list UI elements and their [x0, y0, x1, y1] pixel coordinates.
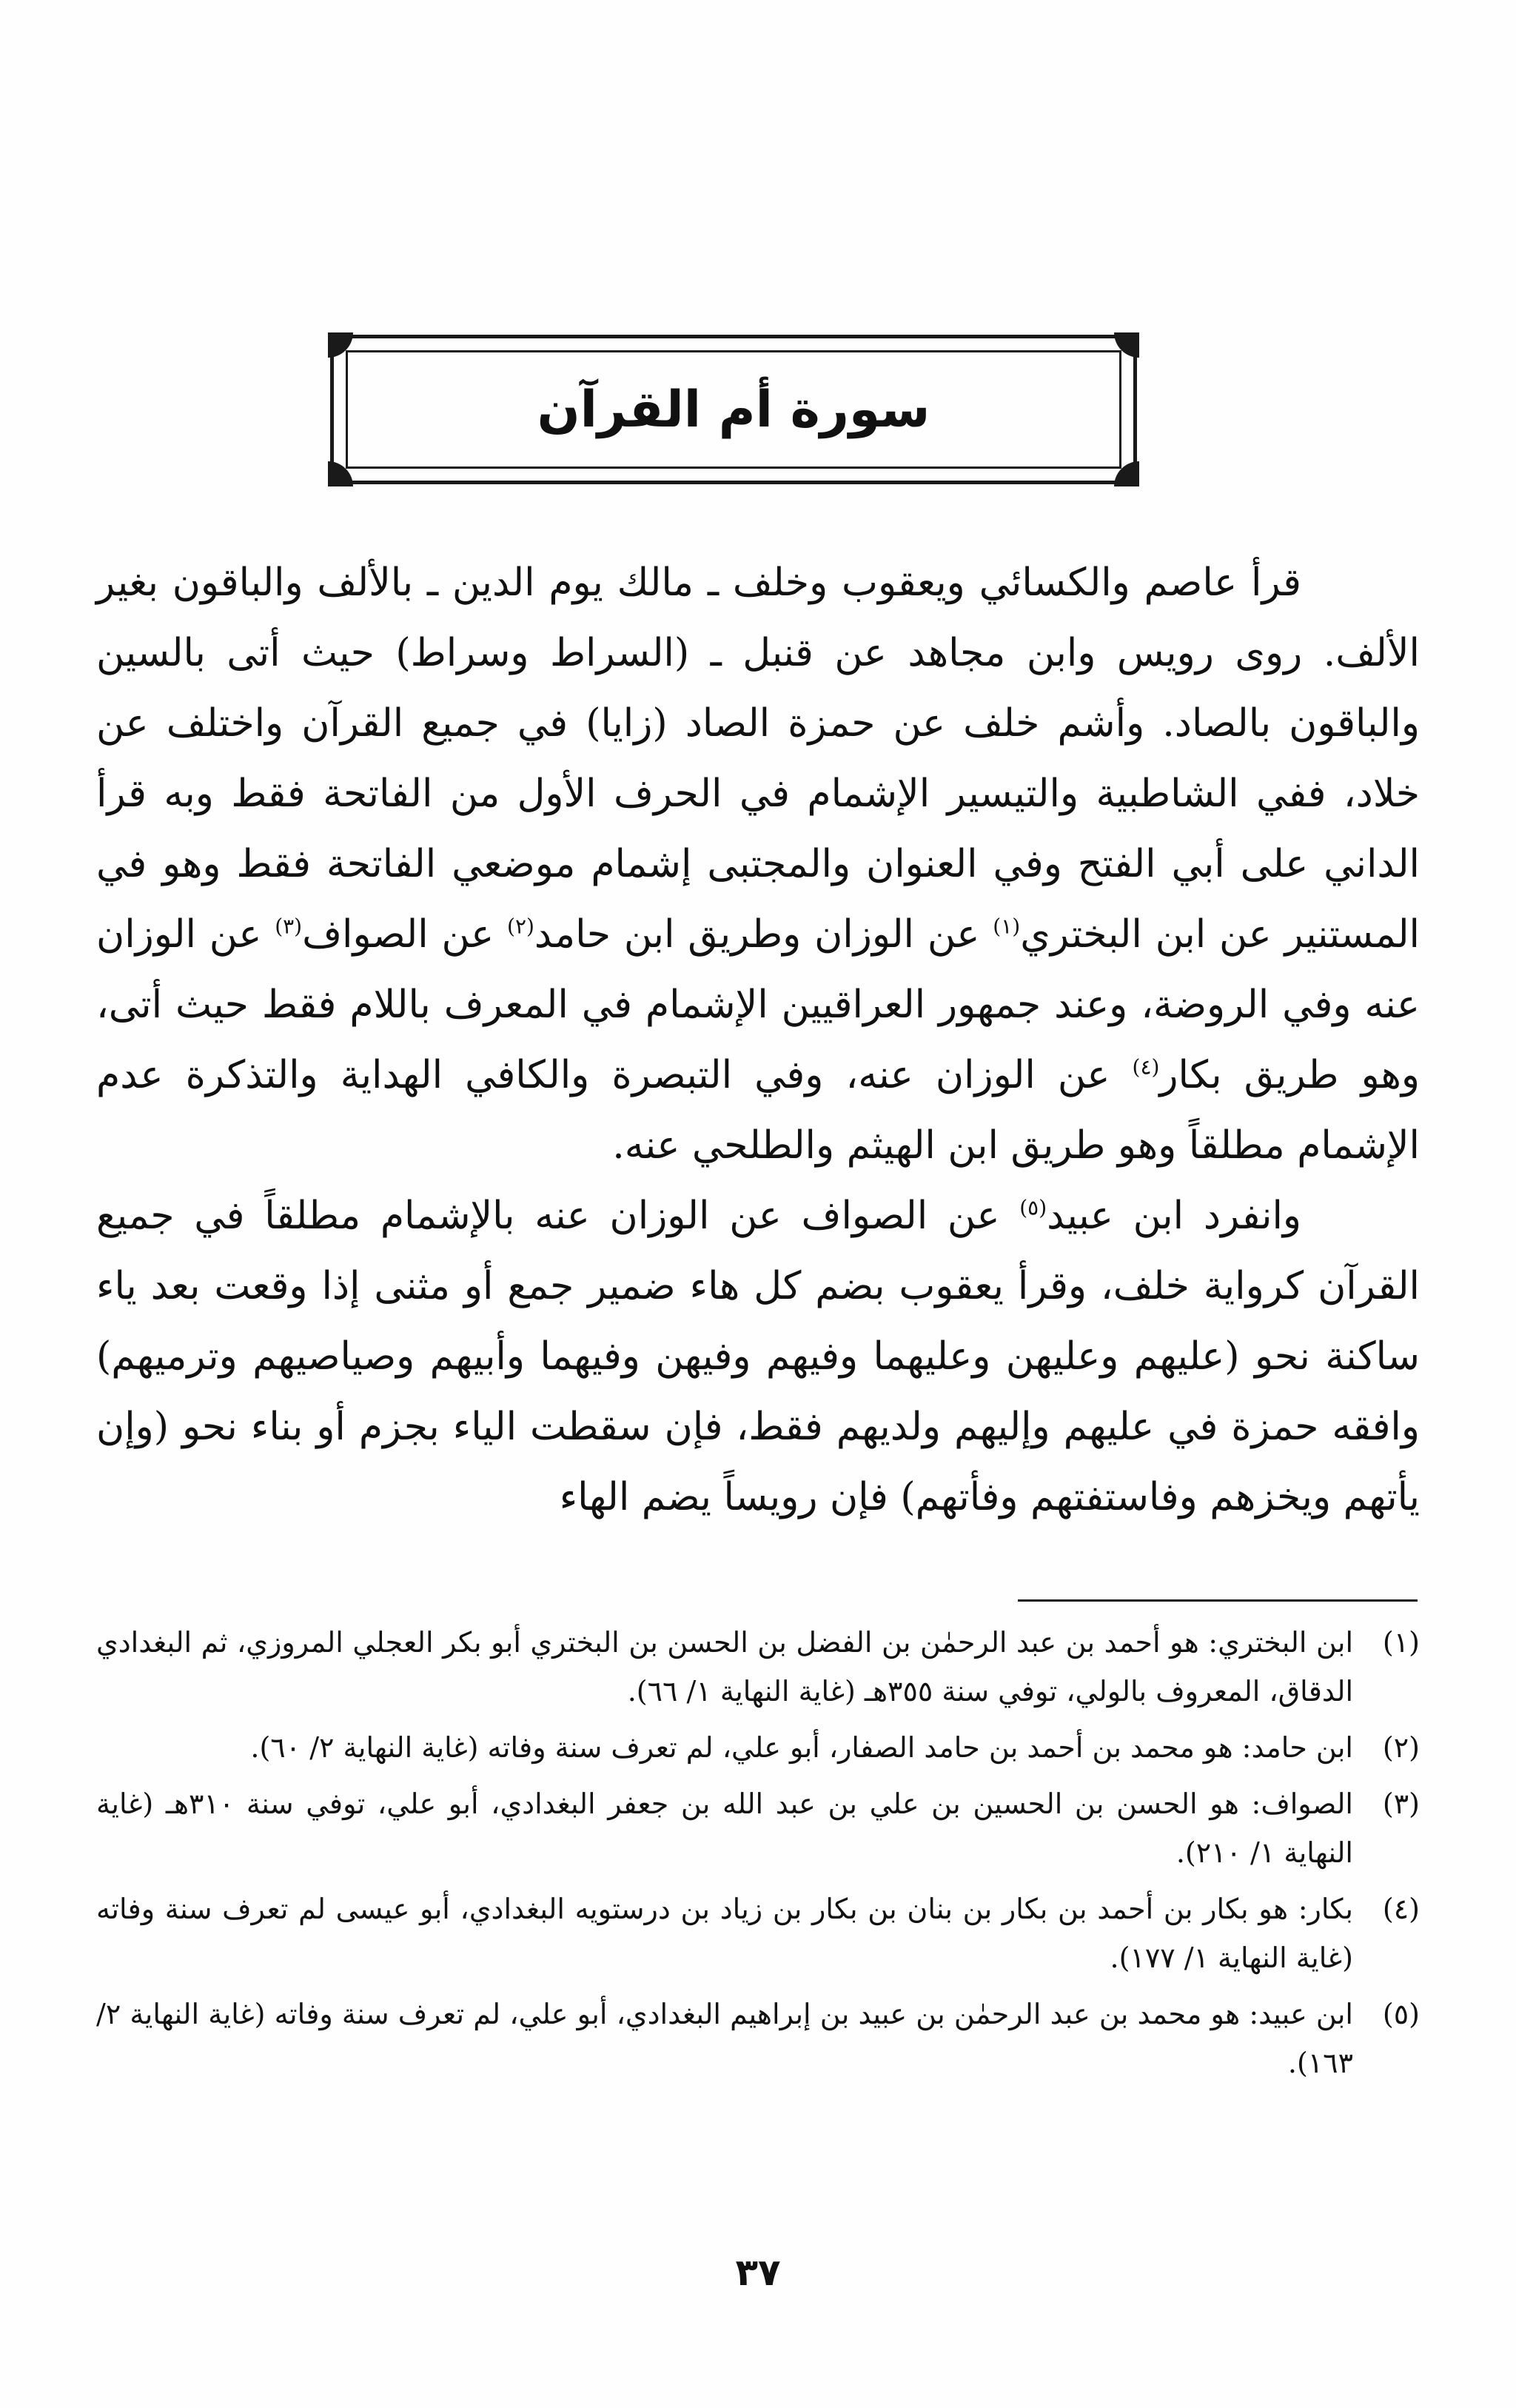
- footnote-ref: (٢): [507, 914, 534, 939]
- footnote: [96, 1884, 1420, 1982]
- paragraph-text: قرأ عاصم والكسائي ويعقوب وخلف ـ مالك يوم الدين ـ بالألف والباقون بغير الألف. روى رويس وابن مجاهد عن قنبل ـ (السراط وسراط) حيث أتى بالسين والباقون بالصاد. وأشم خلف عن حمزة الصاد (زايا) في جميع القرآن واختلف عن خلاد، ففي الشاطبية والتيسير الإشمام في الحرف الأول من الفاتحة فقط وبه قرأ الداني على أبي الفتح وفي العنوان والمجتبى إشمام موضعي الفاتحة فقط وهو في المستنير عن ابن البختري: [96, 561, 1420, 957]
- footnote-ref: (٥): [1019, 1195, 1047, 1220]
- footnote: [96, 1618, 1420, 1716]
- paragraph-text: عن الوزان عنه وفي الروضة، وعند جمهور العراقيين الإشمام في المعرف باللام فقط حيث أتى، وهو طريق بكار: [96, 912, 1421, 1097]
- paragraph-text: عن الصواف: [302, 912, 507, 957]
- footnote: [96, 1723, 1420, 1772]
- title-frame: [330, 335, 1137, 484]
- footnote-text: ابن عبيد: هو محمد بن عبد الرحمٰن بن عبيد بن إبراهيم البغدادي، أبو علي، لم تعرف سنة وفاته (غاية النهاية ٢/ ١٦٣).: [96, 1998, 1353, 2079]
- footnote: [96, 1779, 1420, 1877]
- footnotes: [96, 1618, 1420, 2095]
- footnote-text: ابن حامد: هو محمد بن أحمد بن حامد الصفار، أبو علي، لم تعرف سنة وفاته (غاية النهاية ٢/ ٦٠).: [250, 1731, 1353, 1764]
- paragraph-text: عن الوزان عنه، وفي التبصرة والكافي الهداية والتذكرة عدم الإشمام مطلقاً وهو طريق ابن الهيثم والطلحي عنه.: [96, 1053, 1420, 1168]
- footnote-text: الصواف: هو الحسن بن الحسين بن علي بن عبد الله بن جعفر البغدادي، أبو علي، توفي سنة ٣١٠هـ (غاية النهاية ١/ ٢١٠).: [96, 1787, 1353, 1869]
- footnote-ref: (٣): [275, 914, 303, 939]
- paragraph-text: عن الصواف عن الوزان عنه بالإشمام مطلقاً في جميع القرآن كرواية خلف، وقرأ يعقوب بضم كل هاء ضمير جمع أو مثنى إذا وقعت بعد ياء ساكنة نحو (عليهم وعليهن وعليهما وفيهم وفيهن وفيهما وأبيهم وصياصيهم وترميهم) وافقه حمزة في عليهم وإليهم ولديهم فقط، فإن سقطت الياء بجزم أو بناء نحو (وإن يأتهم ويخزهم وفاستفتهم وفأتهم) فإن رويساً يضم الهاء: [96, 1194, 1420, 1519]
- footnote-ref: (١): [993, 914, 1021, 939]
- footnote-text: بكار: هو بكار بن أحمد بن بكار بن بنان بن بكار بن زياد بن درستويه البغدادي، أبو عيسى لم تعرف سنة وفاته (غاية النهاية ١/ ١٧٧).: [96, 1893, 1353, 1974]
- footnote-number: (٣): [1382, 1787, 1420, 1820]
- footnote-text: ابن البختري: هو أحمد بن عبد الرحمٰن بن الفضل بن الحسن بن البختري أبو بكر العجلي المروزي، ثم البغدادي الدقاق، المعروف بالولي، توفي سنة ٣٥٥هـ (غاية النهاية ١/ ٦٦).: [96, 1626, 1353, 1708]
- paragraph-text: عن الوزان وطريق ابن حامد: [534, 912, 993, 957]
- surah-title: سورة أم القرآن: [537, 380, 930, 439]
- footnote-number: (٢): [1382, 1731, 1420, 1764]
- footnote: [96, 1990, 1420, 2087]
- footnote-number: (٤): [1382, 1893, 1420, 1925]
- footnote-separator: [1018, 1599, 1418, 1602]
- footnote-number: (١): [1382, 1626, 1420, 1659]
- page-number: ٣٧: [735, 2251, 781, 2294]
- paragraph-1: [96, 548, 1420, 1181]
- footnote-number: (٥): [1382, 1998, 1420, 2030]
- paragraph-2: [96, 1181, 1420, 1533]
- main-text: [96, 548, 1420, 1533]
- paragraph-text: وانفرد ابن عبيد: [1047, 1194, 1302, 1238]
- footnote-ref: (٤): [1132, 1054, 1160, 1080]
